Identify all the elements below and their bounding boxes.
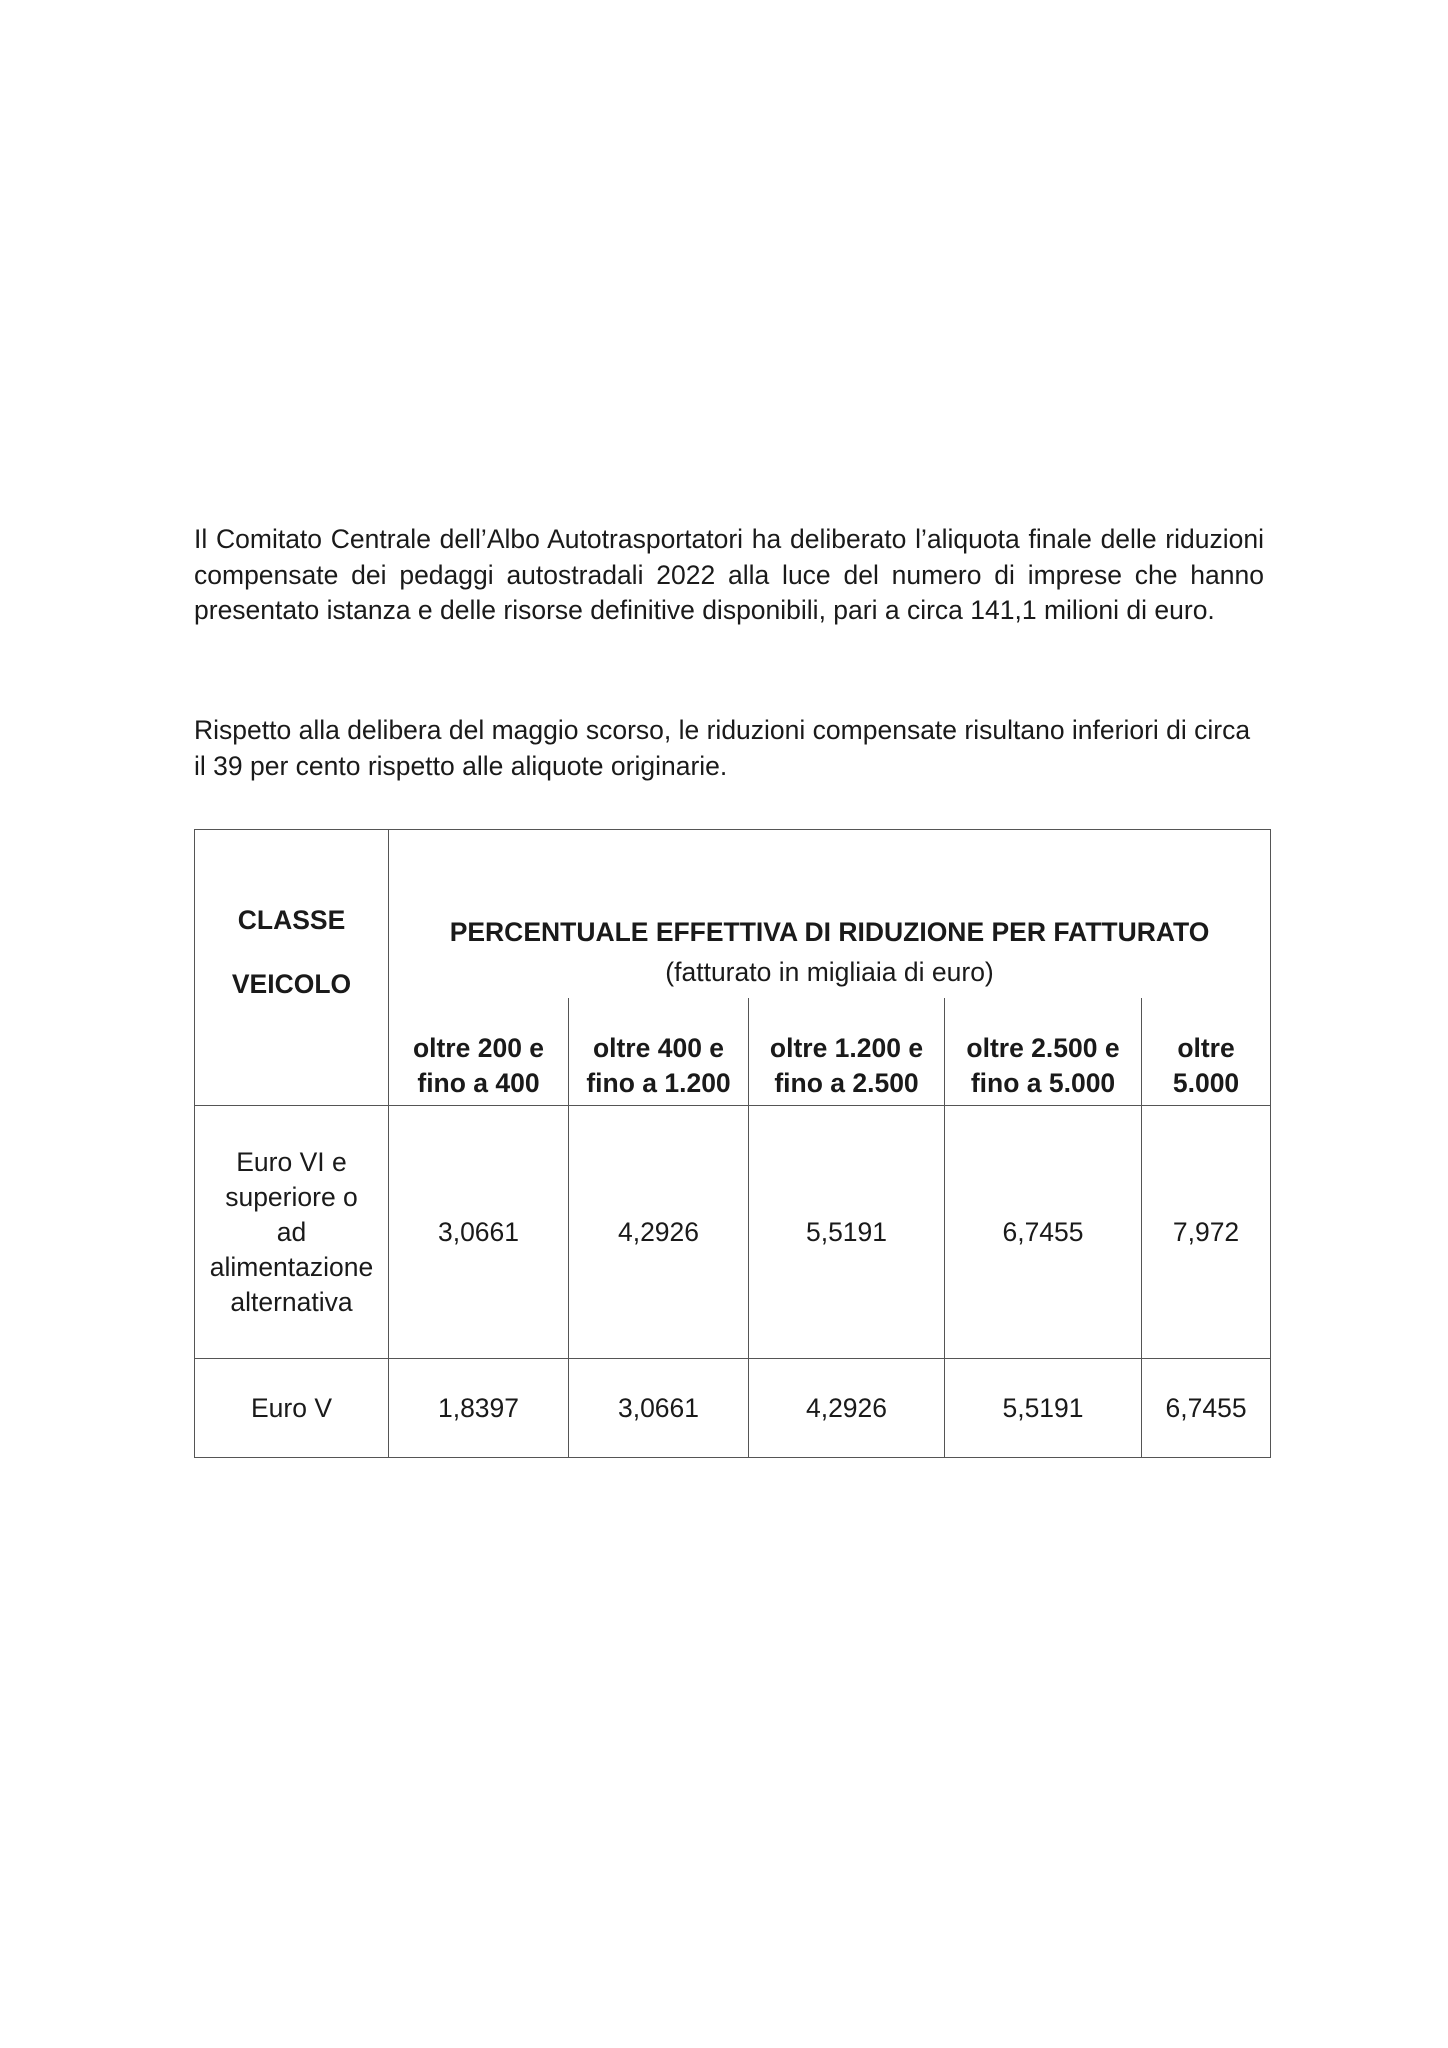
band-header-cell — [1142, 998, 1271, 1106]
vehicle-class-cell — [195, 1359, 389, 1458]
band-line: oltre 2.500 e — [966, 1033, 1120, 1063]
value-cell: 1,8397 — [389, 1359, 569, 1458]
band-line: fino a 2.500 — [774, 1068, 919, 1098]
table-subtitle: (fatturato in migliaia di euro) — [665, 957, 994, 987]
table-header-row — [195, 830, 1271, 999]
band-line: oltre — [1177, 1033, 1235, 1063]
class-line: Euro VI e — [236, 1146, 347, 1177]
class-line: Euro V — [250, 1392, 332, 1423]
value-cell: 4,2926 — [749, 1359, 945, 1458]
value-cell: 5,5191 — [945, 1359, 1142, 1458]
table-title: PERCENTUALE EFFETTIVA DI RIDUZIONE PER FATTURATO — [449, 917, 1210, 947]
band-line: fino a 5.000 — [970, 1068, 1116, 1098]
band-header-cell — [749, 998, 945, 1106]
band-line: fino a 400 — [417, 1068, 540, 1098]
value-cell: 7,972 — [1142, 1106, 1271, 1359]
band-line: 5.000 — [1172, 1068, 1240, 1098]
band-header-cell — [389, 998, 569, 1106]
class-line: ad — [276, 1216, 307, 1247]
intro-paragraph: Il Comitato Centrale dell’Albo Autotrasportatori ha deliberato l’aliquota finale delle riduzioni compensate dei pedaggi autostradali 2022 alla luce del numero di imprese che hanno presentato istanza e delle risorse definitive disponibili, pari a circa 141,1 milioni di euro. — [194, 524, 1264, 625]
band-line: fino a 1.200 — [586, 1068, 731, 1098]
class-line: superiore o — [225, 1181, 358, 1212]
table-row — [195, 1359, 1271, 1458]
value-cell: 3,0661 — [569, 1359, 749, 1458]
value-cell: 4,2926 — [569, 1106, 749, 1359]
band-header-cell — [945, 998, 1142, 1106]
class-line: alternativa — [230, 1286, 353, 1317]
vehicle-class-cell — [195, 1106, 389, 1359]
value-cell: 6,7455 — [945, 1106, 1142, 1359]
value-cell: 6,7455 — [1142, 1359, 1271, 1458]
band-line: oltre 400 e — [592, 1033, 725, 1063]
table-row — [195, 1106, 1271, 1359]
percentage-header-cell — [389, 830, 1271, 999]
band-header-cell — [569, 998, 749, 1106]
class-header-line1: CLASSE — [237, 905, 346, 935]
band-line: oltre 1.200 e — [769, 1033, 924, 1063]
class-line: alimentazione — [209, 1251, 374, 1282]
value-cell: 5,5191 — [749, 1106, 945, 1359]
class-header-line2: VEICOLO — [231, 969, 352, 999]
reduction-table — [194, 829, 1271, 1458]
class-header-cell — [195, 830, 389, 1106]
band-line: oltre 200 e — [412, 1033, 545, 1063]
comparison-paragraph: Rispetto alla delibera del maggio scorso, le riduzioni compensate risultano inferiori di circa il 39 per cento rispetto alle aliquote originarie. — [194, 715, 1251, 781]
value-cell: 3,0661 — [389, 1106, 569, 1359]
